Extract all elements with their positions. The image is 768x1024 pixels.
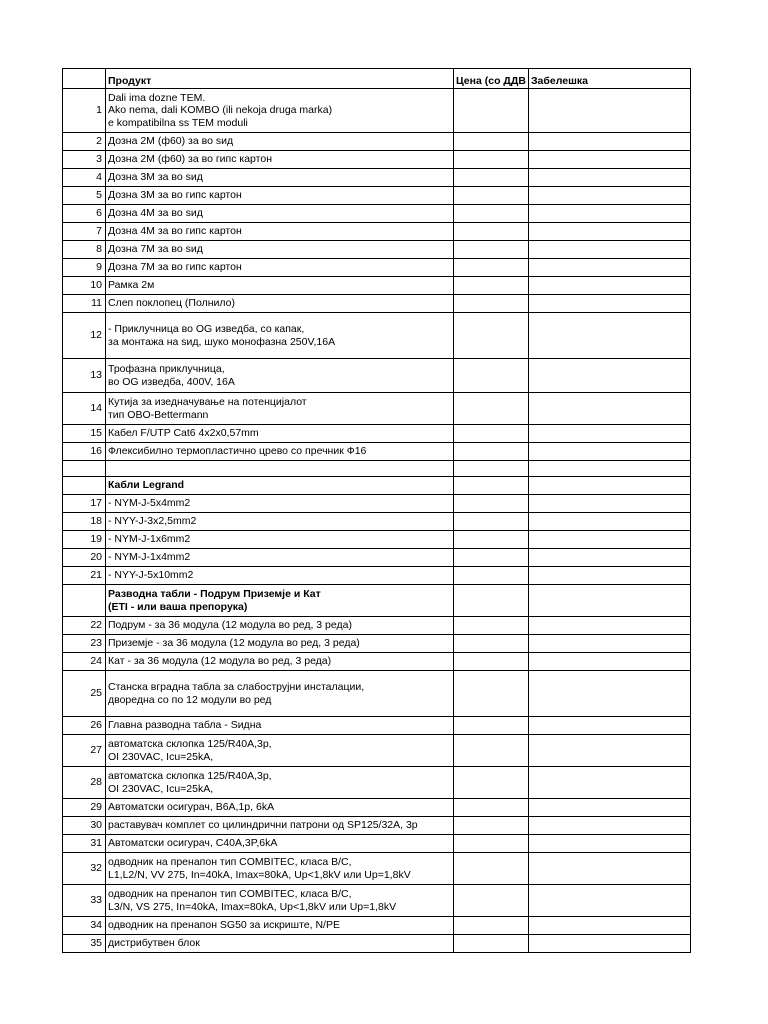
price-cell[interactable] (454, 549, 529, 567)
price-cell[interactable] (454, 717, 529, 735)
note-cell[interactable] (528, 567, 690, 585)
note-cell[interactable] (528, 635, 690, 653)
header-number-cell[interactable] (63, 69, 106, 89)
note-cell[interactable] (528, 223, 690, 241)
note-cell[interactable] (528, 617, 690, 635)
table-row (63, 223, 691, 241)
note-cell[interactable] (528, 495, 690, 513)
row-number-cell[interactable]: 32 (63, 853, 106, 885)
row-number-cell[interactable]: 33 (63, 885, 106, 917)
row-number-cell[interactable]: 2 (63, 133, 106, 151)
price-cell[interactable] (454, 567, 529, 585)
note-cell[interactable] (528, 767, 690, 799)
product-cell[interactable]: автоматска склопка 125/R40A,3p, OI 230VAC, Icu=25kA, (106, 767, 454, 799)
note-cell[interactable] (528, 549, 690, 567)
price-cell[interactable] (454, 393, 529, 425)
note-cell[interactable] (528, 359, 690, 393)
product-cell[interactable]: автоматска склопка 125/R40A,3p, OI 230VAC, Icu=25kA, (106, 735, 454, 767)
table-row (63, 653, 691, 671)
table-row (63, 151, 691, 169)
row-number-cell[interactable]: 14 (63, 393, 106, 425)
note-cell[interactable] (528, 799, 690, 817)
table-row (63, 205, 691, 223)
product-cell[interactable]: - NYM-J-1x4mm2 (106, 549, 454, 567)
price-cell[interactable] (454, 671, 529, 717)
table-row (63, 585, 691, 617)
product-cell[interactable]: Дозна 7М за во гипс картон (106, 259, 454, 277)
note-cell[interactable] (528, 169, 690, 187)
price-cell[interactable] (454, 133, 529, 151)
table-row (63, 241, 691, 259)
note-cell[interactable] (528, 259, 690, 277)
row-number-cell[interactable]: 18 (63, 513, 106, 531)
row-number-cell[interactable]: 28 (63, 767, 106, 799)
table-row (63, 461, 691, 477)
row-number-cell[interactable] (63, 461, 106, 477)
note-cell[interactable] (528, 735, 690, 767)
note-cell[interactable] (528, 425, 690, 443)
row-number-cell[interactable]: 27 (63, 735, 106, 767)
note-cell[interactable] (528, 313, 690, 359)
price-cell[interactable] (454, 169, 529, 187)
product-cell[interactable]: Автоматски осигурач, B6A,1p, 6kA (106, 799, 454, 817)
table-row (63, 513, 691, 531)
note-cell[interactable] (528, 151, 690, 169)
product-cell[interactable]: одводник на пренапон тип COMBITEC, класа B/C, L3/N, VS 275, In=40kA, Imax=80kA, Up<1,8kV или Up=1,8kV (106, 885, 454, 917)
note-cell[interactable] (528, 241, 690, 259)
price-cell[interactable] (454, 495, 529, 513)
price-cell[interactable] (454, 617, 529, 635)
product-cell[interactable] (106, 461, 454, 477)
product-cell[interactable]: Автоматски осигурач, C40A,3P,6kA (106, 835, 454, 853)
row-number-cell[interactable]: 11 (63, 295, 106, 313)
header-price-cell[interactable]: Цена (со ДДВ (454, 69, 529, 89)
row-number-cell[interactable]: 17 (63, 495, 106, 513)
note-cell[interactable] (528, 393, 690, 425)
product-cell[interactable]: раставувач комплет со цилиндрични патрони од SP125/32A, 3p (106, 817, 454, 835)
product-cell[interactable]: Кабли Legrand (106, 477, 454, 495)
price-cell[interactable] (454, 359, 529, 393)
table-row (63, 295, 691, 313)
price-cell[interactable] (454, 853, 529, 885)
note-cell[interactable] (528, 935, 690, 953)
row-number-cell[interactable]: 23 (63, 635, 106, 653)
table-row (63, 935, 691, 953)
product-cell[interactable]: Станска вградна табла за слабострујни инсталации, дворедна со по 12 модули во ред (106, 671, 454, 717)
row-number-cell[interactable]: 26 (63, 717, 106, 735)
note-cell[interactable] (528, 671, 690, 717)
row-number-cell[interactable]: 8 (63, 241, 106, 259)
product-cell[interactable]: Дозна 2М (ф60) за во гипс картон (106, 151, 454, 169)
price-cell[interactable] (454, 885, 529, 917)
table-row (63, 853, 691, 885)
table-row (63, 89, 691, 133)
product-cell[interactable]: одводник на пренапон тип COMBITEC, класа B/C, L1,L2/N, VV 275, In=40kA, Imax=80kA, Up<1,8kV или Up=1,8kV (106, 853, 454, 885)
price-cell[interactable] (454, 277, 529, 295)
table-row (63, 717, 691, 735)
product-cell[interactable]: Кабел F/UTP Cat6 4x2x0,57mm (106, 425, 454, 443)
row-number-cell[interactable] (63, 477, 106, 495)
product-cell[interactable]: - Приклучница во OG изведба, со капак, за монтажа на ѕид, шуко монофазна 250V,16A (106, 313, 454, 359)
price-cell[interactable] (454, 151, 529, 169)
row-number-cell[interactable]: 1 (63, 89, 106, 133)
row-number-cell[interactable]: 6 (63, 205, 106, 223)
table-row (63, 767, 691, 799)
product-cell[interactable]: Дозна 4М за во гипс картон (106, 223, 454, 241)
table-row (63, 259, 691, 277)
table-row (63, 313, 691, 359)
table-row (63, 133, 691, 151)
table-row (63, 477, 691, 495)
table-row (63, 495, 691, 513)
note-cell[interactable] (528, 133, 690, 151)
price-cell[interactable] (454, 205, 529, 223)
note-cell[interactable] (528, 885, 690, 917)
note-cell[interactable] (528, 585, 690, 617)
product-cell[interactable]: Подрум - за 36 модула (12 модула во ред, 3 реда) (106, 617, 454, 635)
row-number-cell[interactable]: 5 (63, 187, 106, 205)
table-row (63, 567, 691, 585)
price-cell[interactable] (454, 425, 529, 443)
price-cell[interactable] (454, 443, 529, 461)
product-cell[interactable]: Дозна 3М за во ѕид (106, 169, 454, 187)
price-cell[interactable] (454, 241, 529, 259)
product-cell[interactable]: Трофазна приклучница, во OG изведба, 400V, 16A (106, 359, 454, 393)
product-cell[interactable]: Слеп поклопец (Полнило) (106, 295, 454, 313)
row-number-cell[interactable]: 30 (63, 817, 106, 835)
row-number-cell[interactable]: 20 (63, 549, 106, 567)
table-row (63, 617, 691, 635)
price-cell[interactable] (454, 935, 529, 953)
note-cell[interactable] (528, 461, 690, 477)
note-cell[interactable] (528, 817, 690, 835)
header-row (63, 69, 691, 89)
note-cell[interactable] (528, 853, 690, 885)
table-row (63, 277, 691, 295)
price-cell[interactable] (454, 585, 529, 617)
product-cell[interactable]: Дозна 3М за во гипс картон (106, 187, 454, 205)
table-row (63, 393, 691, 425)
product-cell[interactable]: Рамка 2м (106, 277, 454, 295)
price-cell[interactable] (454, 817, 529, 835)
table-row (63, 359, 691, 393)
table-row (63, 817, 691, 835)
row-number-cell[interactable] (63, 585, 106, 617)
row-number-cell[interactable]: 34 (63, 917, 106, 935)
header-product-cell[interactable]: Продукт (106, 69, 454, 89)
note-cell[interactable] (528, 477, 690, 495)
table-row (63, 917, 691, 935)
note-cell[interactable] (528, 513, 690, 531)
table-row (63, 835, 691, 853)
table-row (63, 549, 691, 567)
note-cell[interactable] (528, 917, 690, 935)
row-number-cell[interactable]: 31 (63, 835, 106, 853)
table-row (63, 635, 691, 653)
row-number-cell[interactable]: 10 (63, 277, 106, 295)
price-cell[interactable] (454, 259, 529, 277)
table-row (63, 531, 691, 549)
product-cell[interactable]: - NYM-J-5x4mm2 (106, 495, 454, 513)
product-cell[interactable]: Dali ima dozne TEM. Ako nema, dali KOMBO (ili nekoja druga marka) e kompatibilna ss TEM moduli (106, 89, 454, 133)
row-number-cell[interactable]: 3 (63, 151, 106, 169)
table-row (63, 169, 691, 187)
row-number-cell[interactable]: 22 (63, 617, 106, 635)
row-number-cell[interactable]: 4 (63, 169, 106, 187)
note-cell[interactable] (528, 295, 690, 313)
table-row (63, 443, 691, 461)
table-row (63, 187, 691, 205)
table-row (63, 425, 691, 443)
table-row (63, 735, 691, 767)
price-cell[interactable] (454, 735, 529, 767)
table-row (63, 799, 691, 817)
price-cell[interactable] (454, 767, 529, 799)
row-number-cell[interactable]: 24 (63, 653, 106, 671)
row-number-cell[interactable]: 15 (63, 425, 106, 443)
price-cell[interactable] (454, 513, 529, 531)
table-row (63, 885, 691, 917)
price-cell[interactable] (454, 89, 529, 133)
note-cell[interactable] (528, 531, 690, 549)
row-number-cell[interactable]: 19 (63, 531, 106, 549)
row-number-cell[interactable]: 25 (63, 671, 106, 717)
price-cell[interactable] (454, 477, 529, 495)
row-number-cell[interactable]: 7 (63, 223, 106, 241)
note-cell[interactable] (528, 835, 690, 853)
note-cell[interactable] (528, 187, 690, 205)
price-cell[interactable] (454, 295, 529, 313)
price-cell[interactable] (454, 461, 529, 477)
price-cell[interactable] (454, 917, 529, 935)
note-cell[interactable] (528, 277, 690, 295)
product-cell[interactable]: одводник на пренапон SG50 за искриште, N/PE (106, 917, 454, 935)
note-cell[interactable] (528, 717, 690, 735)
note-cell[interactable] (528, 653, 690, 671)
table-row (63, 671, 691, 717)
note-cell[interactable] (528, 205, 690, 223)
product-cell[interactable]: Разводна табли - Подрум Приземје и Кат (ETI - или ваша препорука) (106, 585, 454, 617)
product-cell[interactable]: - NYM-J-1x6mm2 (106, 531, 454, 549)
price-cell[interactable] (454, 313, 529, 359)
product-cell[interactable]: Дозна 4М за во ѕид (106, 205, 454, 223)
row-number-cell[interactable]: 21 (63, 567, 106, 585)
header-note-cell[interactable]: Забелешка (528, 69, 690, 89)
price-cell[interactable] (454, 187, 529, 205)
row-number-cell[interactable]: 12 (63, 313, 106, 359)
row-number-cell[interactable]: 29 (63, 799, 106, 817)
product-cell[interactable]: Дозна 2М (ф60) за во ѕид (106, 133, 454, 151)
product-cell[interactable]: Кутија за изедначување на потенцијалот тип OBO-Bettermann (106, 393, 454, 425)
price-cell[interactable] (454, 835, 529, 853)
row-number-cell[interactable]: 35 (63, 935, 106, 953)
note-cell[interactable] (528, 443, 690, 461)
product-cell[interactable]: Главна разводна табла - Ѕидна (106, 717, 454, 735)
row-number-cell[interactable]: 16 (63, 443, 106, 461)
price-cell[interactable] (454, 653, 529, 671)
price-cell[interactable] (454, 223, 529, 241)
product-cell[interactable]: Флексибилно термопластично црево со пречник Ф16 (106, 443, 454, 461)
price-cell[interactable] (454, 531, 529, 549)
product-cell[interactable]: - NYY-J-3x2,5mm2 (106, 513, 454, 531)
product-cell[interactable]: Кат - за 36 модула (12 модула во ред, 3 реда) (106, 653, 454, 671)
row-number-cell[interactable]: 9 (63, 259, 106, 277)
product-cell[interactable]: - NYY-J-5x10mm2 (106, 567, 454, 585)
price-cell[interactable] (454, 799, 529, 817)
row-number-cell[interactable]: 13 (63, 359, 106, 393)
product-cell[interactable]: дистрибутвен блок (106, 935, 454, 953)
product-cell[interactable]: Приземје - за 36 модула (12 модула во ред, 3 реда) (106, 635, 454, 653)
note-cell[interactable] (528, 89, 690, 133)
price-cell[interactable] (454, 635, 529, 653)
spreadsheet-table (62, 68, 691, 953)
product-cell[interactable]: Дозна 7М за во ѕид (106, 241, 454, 259)
